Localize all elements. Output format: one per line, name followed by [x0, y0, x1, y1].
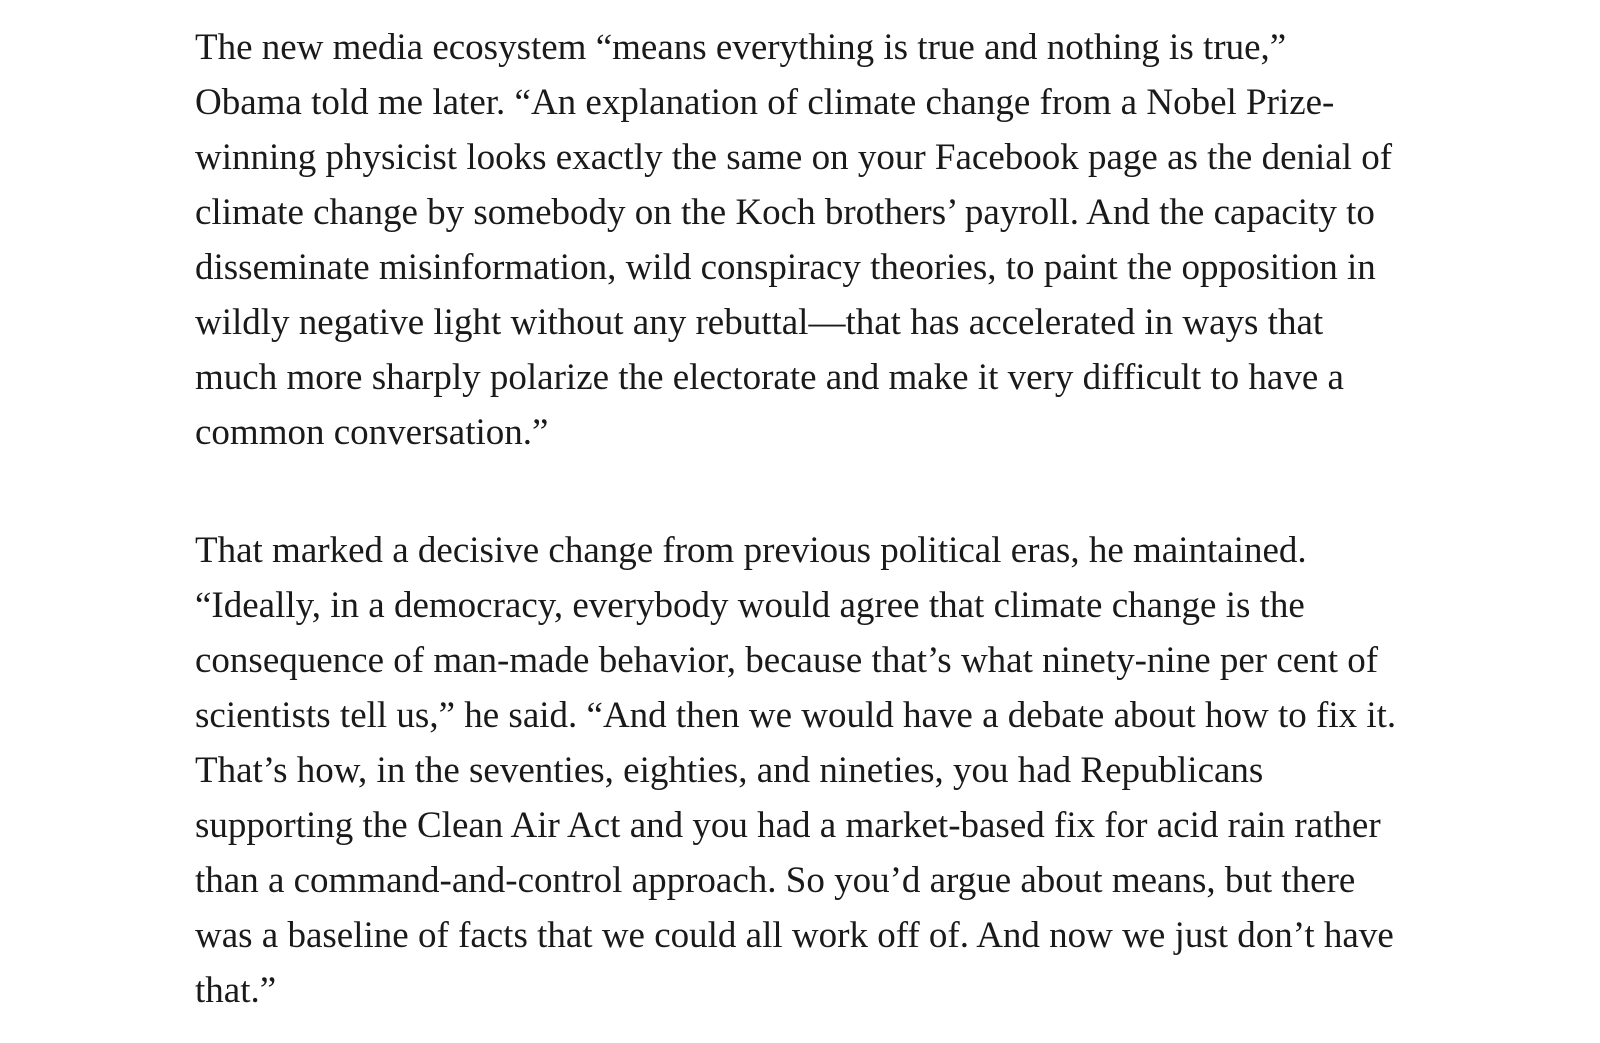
article-body — [195, 20, 1475, 1018]
article-paragraph-2: That marked a decisive change from previous political eras, he maintained. “Ideally, in a democracy, everybody would agree that climate change is the consequence of man-made behavior, because that’s what ninety-nine per cent of scientists tell us,” he said. “And then we would have a debate about how to fix it. That’s how, in the seventies, eighties, and nineties, you had Republicans supporting the Clean Air Act and you had a market-based fix for acid rain rather than a command-and-control approach. So you’d argue about means, but there was a baseline of facts that we could all work off of. And now we just don’t have that.” — [195, 530, 1397, 1011]
article-paragraph-1: The new media ecosystem “means everything is true and nothing is true,” Obama told me later. “An explanation of climate change from a Nobel Prize- winning physicist looks exactly the same on your Facebook page as the denial of climate change by somebody on the Koch brothers’ payroll. And the capacity to disseminate misinformation, wild conspiracy theories, to paint the opposition in wildly negative light without any rebuttal—that has accelerated in ways that much more sharply polarize the electorate and make it very difficult to have a common conversation.” — [195, 27, 1393, 453]
